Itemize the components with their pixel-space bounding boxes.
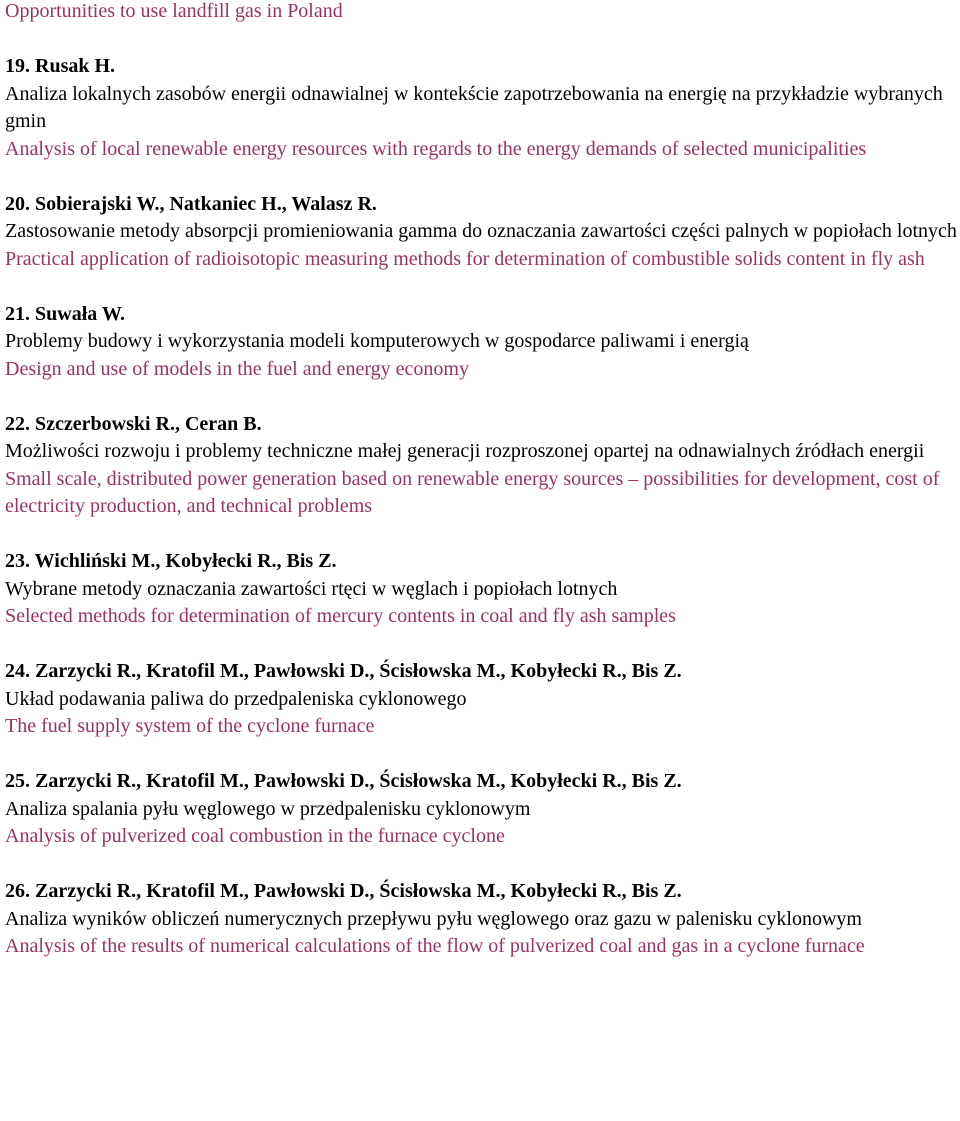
bibliography-entry (5, 301, 960, 384)
entry-title-english: Small scale, distributed power generation based on renewable energy sources – possibilities for development, cost of electricity production, and technical problems (5, 467, 940, 517)
bibliography-entry (5, 878, 960, 961)
entry-authors: 25. Zarzycki R., Kratofil M., Pawłowski D., Ścisłowska M., Kobyłecki R., Bis Z. (5, 770, 682, 792)
bibliography-entry (5, 548, 960, 631)
bibliography-entry (5, 768, 960, 851)
bibliography-entry (5, 658, 960, 741)
entry-authors: 26. Zarzycki R., Kratofil M., Pawłowski D., Ścisłowska M., Kobyłecki R., Bis Z. (5, 880, 682, 902)
entry-authors: 23. Wichliński M., Kobyłecki R., Bis Z. (5, 550, 337, 572)
entry-title-polish: Analiza lokalnych zasobów energii odnawialnej w kontekście zapotrzebowania na energię na przykładzie wybranych gmin (5, 82, 943, 132)
entry-title-english: The fuel supply system of the cyclone furnace (5, 715, 375, 737)
entry-title-english: Analysis of pulverized coal combustion in the furnace cyclone (5, 825, 505, 847)
entry-title-english: Analysis of local renewable energy resources with regards to the energy demands of selected municipalities (5, 137, 867, 160)
bibliography-entry (5, 411, 960, 521)
entry-title-polish: Analiza spalania pyłu węglowego w przedpalenisku cyklonowym (5, 797, 531, 820)
entry-authors: 19. Rusak H. (5, 55, 116, 77)
entry-authors: 21. Suwała W. (5, 302, 126, 325)
entry-title-polish: Zastosowanie metody absorpcji promieniowania gamma do oznaczania zawartości części palnych w popiołach lotnych (5, 220, 957, 242)
intro-english-title: Opportunities to use landfill gas in Poland (5, 0, 343, 22)
entry-title-polish: Wybrane metody oznaczania zawartości rtęci w węglach i popiołach lotnych (5, 577, 618, 600)
entry-title-english: Selected methods for determination of mercury contents in coal and fly ash samples (5, 605, 676, 627)
entry-title-polish: Problemy budowy i wykorzystania modeli komputerowych w gospodarce paliwami i energią (5, 330, 749, 352)
document-page (5, 0, 960, 988)
entry-authors: 20. Sobierajski W., Natkaniec H., Walasz R. (5, 192, 377, 215)
entry-title-polish: Analiza wyników obliczeń numerycznych przepływu pyłu węglowego oraz gazu w palenisku cyklonowym (5, 907, 862, 930)
bibliography-entry (5, 191, 960, 274)
entry-title-polish: Układ podawania paliwa do przedpaleniska cyklonowego (5, 687, 467, 710)
entry-title-english: Design and use of models in the fuel and energy economy (5, 357, 469, 380)
entry-authors: 22. Szczerbowski R., Ceran B. (5, 412, 262, 435)
entry-title-polish: Możliwości rozwoju i problemy techniczne małej generacji rozproszonej opartej na odnawialnych źródłach energii (5, 440, 925, 462)
entry-authors: 24. Zarzycki R., Kratofil M., Pawłowski D., Ścisłowska M., Kobyłecki R., Bis Z. (5, 660, 682, 682)
bibliography-entry (5, 53, 960, 163)
entry-title-english: Analysis of the results of numerical calculations of the flow of pulverized coal and gas in a cyclone furnace (5, 935, 865, 957)
entry-title-english: Practical application of radioisotopic measuring methods for determination of combustible solids content in fly ash (5, 247, 925, 270)
